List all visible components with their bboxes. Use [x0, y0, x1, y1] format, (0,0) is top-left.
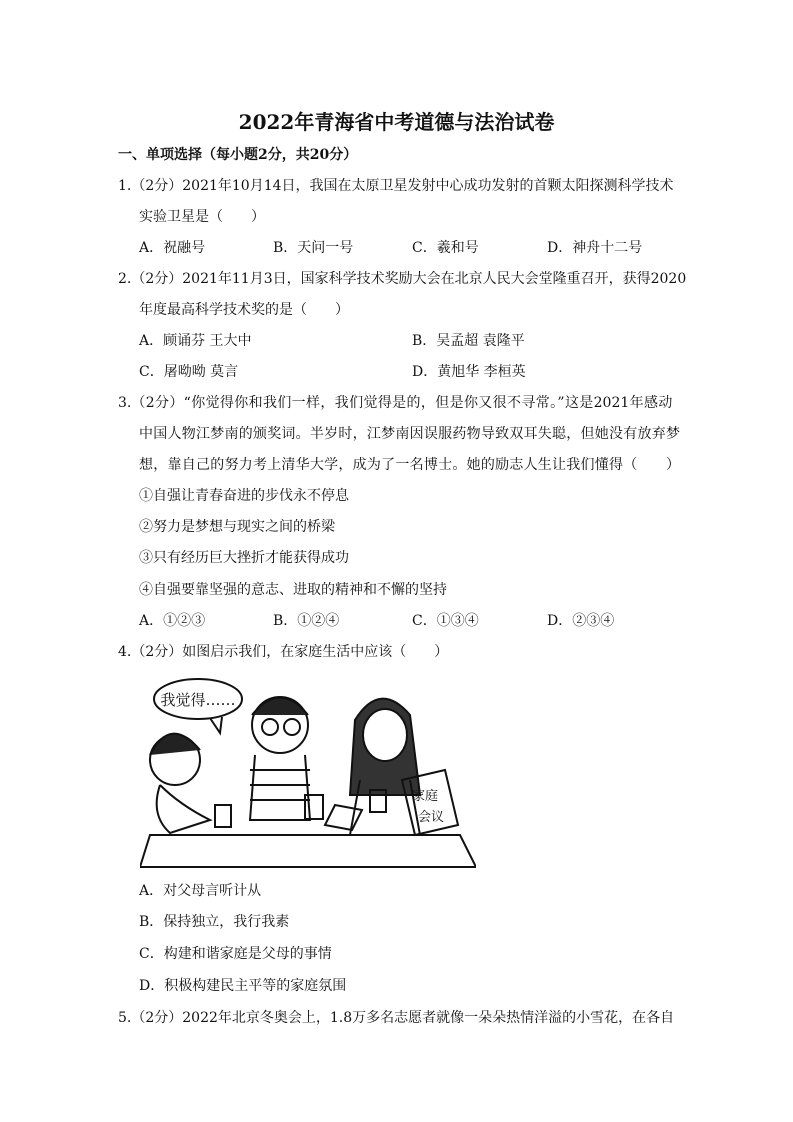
question-text: （2分）2021年11月3日，国家科学技术奖励大会在北京人民大会堂隆重召开，获得2020 — [131, 271, 687, 287]
question-text: （2分）2022年北京冬奥会上，1.8万多名志愿者就像一朵朵热情洋溢的小雪花，在各自 — [131, 1010, 675, 1026]
option-d: D．神舟十二号 — [547, 240, 643, 256]
option-b: B．吴孟超 袁隆平 — [412, 333, 525, 349]
question-number: 3. — [118, 395, 132, 411]
page-title: 2022年青海省中考道德与法治试卷 — [238, 110, 555, 134]
option-b: B．天问一号 — [273, 240, 354, 256]
option-a: A．对父母言听计从 — [139, 883, 262, 899]
option-d: D．②③④ — [547, 613, 615, 629]
question-4 — [118, 642, 448, 662]
speech-bubble-text: 我觉得…… — [160, 691, 236, 709]
statement-1: ①自强让青春奋进的步伐永不停息 — [139, 488, 349, 504]
option-c: C．①③④ — [412, 613, 479, 629]
question-text: （2分）2021年10月14日，我国在太原卫星发射中心成功发射的首颗太阳探测科学技术 — [131, 178, 674, 194]
option-c: C．羲和号 — [412, 240, 479, 256]
question-text: （2分）如图启示我们，在家庭生活中应该（ ） — [131, 644, 449, 660]
option-b: B．①②④ — [273, 613, 340, 629]
option-d: D．积极构建民主平等的家庭氛围 — [139, 978, 347, 994]
question-number: 4. — [118, 644, 132, 660]
statement-4: ④自强要靠坚强的意志、进取的精神和不懈的坚持 — [139, 582, 447, 598]
question-text: （2分）“你觉得你和我们一样，我们觉得是的，但是你又很不寻常。”这是2021年感动 — [131, 395, 673, 411]
question-5 — [118, 1008, 675, 1028]
option-c: C．屠呦呦 莫言 — [139, 364, 239, 380]
question-text: 实验卫星是（ ） — [139, 209, 265, 225]
question-text: 年度最高科学技术奖的是（ ） — [139, 302, 349, 318]
option-a: A．祝融号 — [139, 240, 206, 256]
question-text: 想，靠自己的努力考上清华大学，成为了一名博士。她的励志人生让我们懂得（ ） — [139, 457, 680, 473]
section-heading: 一、单项选择（每小题2分，共20分） — [118, 147, 358, 163]
option-d: D．黄旭华 李桓英 — [412, 364, 526, 380]
question-number: 5. — [118, 1010, 132, 1026]
family-meeting-cartoon — [140, 675, 476, 869]
statement-3: ③只有经历巨大挫折才能获得成功 — [139, 550, 349, 566]
sign-text: 会议 — [418, 810, 445, 825]
option-a: A．①②③ — [139, 613, 206, 629]
question-number: 2. — [118, 271, 132, 287]
question-1 — [118, 176, 672, 196]
question-number: 1. — [118, 178, 132, 194]
option-c: C．构建和谐家庭是父母的事情 — [139, 946, 332, 962]
statement-2: ②努力是梦想与现实之间的桥梁 — [139, 519, 335, 535]
question-3 — [118, 393, 672, 413]
sign-text: 家庭 — [412, 789, 439, 804]
option-b: B．保持独立，我行我素 — [139, 914, 290, 930]
question-text: 中国人物江梦南的颁奖词。半岁时，江梦南因误服药物导致双耳失聪，但她没有放弃梦 — [139, 426, 680, 442]
question-2 — [118, 269, 687, 289]
option-a: A．顾诵芬 王大中 — [139, 333, 252, 349]
